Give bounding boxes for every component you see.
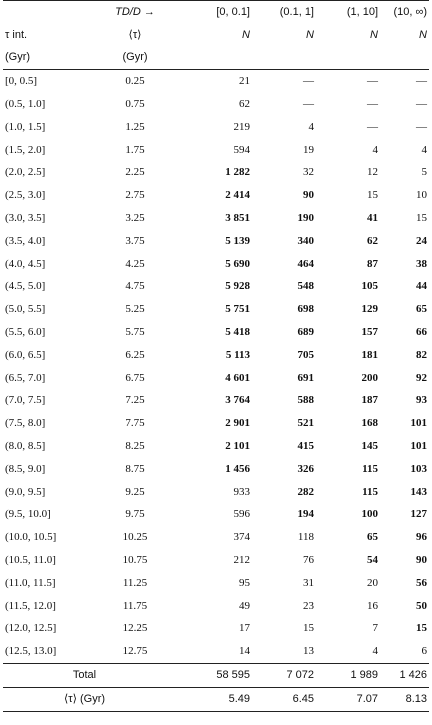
tau-interval-cell: (8.0, 8.5]: [5, 440, 46, 453]
mean-age-cell: 8.13: [380, 687, 429, 711]
mean-tau-cell: 3.75: [125, 234, 145, 247]
count-cell: 38: [416, 257, 427, 270]
count-cell: 6: [380, 640, 429, 663]
count-cell: —: [367, 75, 378, 88]
count-cell: 2 414: [225, 189, 250, 202]
count-cell: 5 928: [225, 280, 250, 293]
table-row: [3, 139, 429, 162]
mean-tau-cell: 6.75: [125, 371, 145, 384]
total-count-cell: 1 989: [316, 664, 380, 688]
count-cell: 115: [362, 462, 378, 475]
count-cell: 49: [239, 599, 250, 612]
mean-tau-cell: 0.75: [125, 98, 145, 111]
count-cell: 101: [410, 440, 427, 453]
count-cell: 17: [239, 622, 250, 635]
count-cell: 689: [297, 326, 314, 339]
tau-interval-cell: (2.0, 2.5]: [5, 166, 46, 179]
header-mean-tau: ⟨τ⟩: [128, 28, 142, 41]
count-cell: 129: [361, 303, 378, 316]
count-cell: 157: [361, 326, 378, 339]
header-cell: [252, 47, 316, 70]
table-row: [3, 253, 429, 276]
count-cell: 127: [410, 508, 427, 521]
total-count-cell: 7 072: [252, 664, 316, 688]
table-row: [3, 595, 429, 618]
mean-tau-cell: 2.75: [125, 189, 145, 202]
mean-tau-cell: 10.25: [122, 531, 148, 544]
count-cell: 1 456: [225, 462, 250, 475]
count-cell: 194: [297, 508, 314, 521]
mean-age-row: [3, 687, 429, 711]
count-cell: 65: [367, 531, 378, 544]
table-row: [3, 640, 429, 663]
tau-interval-cell: (11.5, 12.0]: [5, 599, 56, 612]
header-row-1: [3, 1, 429, 24]
count-cell: 105: [361, 280, 378, 293]
count-cell: 698: [297, 303, 314, 316]
table-row: [3, 412, 429, 435]
count-cell: 705: [297, 348, 314, 361]
count-cell: 96: [416, 531, 427, 544]
count-cell: 4 601: [225, 371, 250, 384]
count-cell: 933: [233, 485, 250, 498]
count-cell: 594: [233, 143, 250, 156]
count-cell: 4: [421, 143, 427, 156]
mean-tau-cell: 3.25: [125, 212, 145, 225]
mean-tau-cell: 4.75: [125, 280, 145, 293]
tau-interval-cell: (5.0, 5.5]: [5, 303, 46, 316]
mean-tau-cell: 4.25: [125, 257, 145, 270]
mean-tau-cell: 11.25: [122, 576, 148, 589]
count-cell: 5 751: [225, 303, 250, 316]
count-cell: 588: [297, 394, 314, 407]
table-row: [3, 116, 429, 139]
header-bin-3: (1, 10]: [316, 1, 380, 24]
count-cell: 32: [303, 166, 314, 179]
count-cell: —: [303, 75, 314, 88]
table-row: [3, 435, 429, 458]
count-cell: 187: [361, 394, 378, 407]
count-cell: 92: [416, 371, 427, 384]
count-cell: 16: [367, 599, 378, 612]
count-cell: 219: [233, 120, 250, 133]
mean-tau-cell: 1.25: [125, 120, 145, 133]
count-cell: 103: [410, 462, 427, 475]
header-cell: [380, 47, 429, 70]
table-row: [3, 230, 429, 253]
count-cell: 691: [297, 371, 314, 384]
table-row: [3, 344, 429, 367]
total-count-cell: 1 426: [380, 664, 429, 688]
count-cell: 82: [416, 348, 427, 361]
count-cell: 143: [410, 485, 427, 498]
count-cell: 145: [361, 440, 378, 453]
table-row: [3, 504, 429, 527]
total-label: Total: [3, 664, 166, 688]
count-cell: 15: [303, 622, 314, 635]
table-row: [3, 618, 429, 641]
count-cell: 87: [367, 257, 378, 270]
tau-interval-cell: (1.0, 1.5]: [5, 120, 46, 133]
count-cell: 374: [233, 531, 250, 544]
count-cell: 100: [361, 508, 378, 521]
table-row: [3, 526, 429, 549]
tau-interval-cell: (9.0, 9.5]: [5, 485, 46, 498]
count-cell: 95: [239, 576, 250, 589]
mean-tau-cell: 8.25: [125, 440, 145, 453]
count-cell: 54: [367, 554, 378, 567]
table-row: [3, 93, 429, 116]
count-cell: 21: [239, 75, 250, 88]
mean-tau-cell: 9.25: [125, 485, 145, 498]
table-row: [3, 70, 429, 93]
count-cell: 464: [297, 257, 314, 270]
count-cell: 15: [416, 212, 427, 225]
count-cell: 190: [297, 212, 314, 225]
count-cell: 76: [303, 554, 314, 567]
header-cell: [3, 1, 104, 24]
mean-tau-cell: 7.75: [125, 417, 145, 430]
count-cell: 15: [367, 189, 378, 202]
count-cell: 115: [362, 485, 378, 498]
count-cell: 12: [367, 166, 378, 179]
header-unit: (Gyr): [3, 47, 104, 70]
table-row: [3, 390, 429, 413]
header-cell: [166, 47, 252, 70]
header-tau-interval: τ int.: [5, 28, 28, 41]
tau-interval-cell: (4.0, 4.5]: [5, 257, 46, 270]
header-bin-2: (0.1, 1]: [252, 1, 316, 24]
total-count-cell: 58 595: [166, 664, 252, 688]
count-cell: 101: [410, 417, 427, 430]
table-row: [3, 276, 429, 299]
table-row: [3, 367, 429, 390]
mean-tau-cell: 7.25: [125, 394, 145, 407]
header-bin-4: (10, ∞): [380, 1, 429, 24]
header-unit: (Gyr): [104, 47, 166, 70]
count-cell: 4: [308, 120, 314, 133]
mean-tau-cell: 11.75: [122, 599, 148, 612]
tau-interval-cell: (6.0, 6.5]: [5, 348, 46, 361]
mean-age-cell: 7.07: [316, 687, 380, 711]
count-cell: 326: [297, 462, 314, 475]
count-cell: 50: [416, 599, 427, 612]
count-cell: 3 764: [225, 394, 250, 407]
mean-tau-cell: 12.75: [104, 640, 166, 663]
mean-tau-cell: 5.75: [125, 326, 145, 339]
mean-tau-cell: 0.25: [125, 75, 145, 88]
count-cell: 548: [297, 280, 314, 293]
table-row: [3, 184, 429, 207]
count-cell: 14: [166, 640, 252, 663]
count-cell: 23: [303, 599, 314, 612]
count-cell: 282: [297, 485, 314, 498]
count-cell: 1 282: [225, 166, 250, 179]
count-cell: 4: [316, 640, 380, 663]
count-cell: —: [367, 120, 378, 133]
count-cell: 24: [416, 234, 427, 247]
table-row: [3, 298, 429, 321]
table-row: [3, 321, 429, 344]
header-row-2: [3, 24, 429, 47]
count-cell: 340: [297, 234, 314, 247]
count-cell: 3 851: [225, 212, 250, 225]
table-row: [3, 481, 429, 504]
mean-tau-cell: 8.75: [125, 462, 145, 475]
mean-tau-cell: 10.75: [122, 554, 148, 567]
count-cell: 168: [361, 417, 378, 430]
header-n-2: N: [306, 28, 314, 41]
count-cell: 7: [372, 622, 378, 635]
mean-age-label: ⟨τ⟩ (Gyr): [3, 687, 166, 711]
tau-interval-cell: (12.5, 13.0]: [3, 640, 104, 663]
tau-interval-cell: (1.5, 2.0]: [5, 143, 46, 156]
count-cell: —: [303, 98, 314, 111]
table-row: [3, 162, 429, 185]
count-cell: —: [416, 75, 427, 88]
header-n-3: N: [370, 28, 378, 41]
count-cell: 4: [372, 143, 378, 156]
count-cell: 5 113: [225, 348, 250, 361]
count-cell: 10: [416, 189, 427, 202]
count-cell: 2 101: [225, 440, 250, 453]
header-cell: [316, 47, 380, 70]
mean-tau-cell: 5.25: [125, 303, 145, 316]
tau-interval-cell: (6.5, 7.0]: [5, 371, 46, 384]
count-cell: 62: [367, 234, 378, 247]
count-cell: 5 139: [225, 234, 250, 247]
tau-interval-cell: (9.5, 10.0]: [5, 508, 51, 521]
count-cell: 212: [233, 554, 250, 567]
count-cell: 5: [421, 166, 427, 179]
count-cell: 20: [367, 576, 378, 589]
count-cell: 44: [416, 280, 427, 293]
tau-interval-cell: (10.5, 11.0]: [5, 554, 56, 567]
count-cell: 118: [297, 531, 314, 544]
mean-tau-cell: 9.75: [125, 508, 145, 521]
tau-interval-cell: (10.0, 10.5]: [5, 531, 57, 544]
tau-interval-cell: (5.5, 6.0]: [5, 326, 46, 339]
count-cell: 596: [233, 508, 250, 521]
mean-age-cell: 6.45: [252, 687, 316, 711]
tau-interval-cell: (12.0, 12.5]: [5, 622, 57, 635]
count-cell: 5 418: [225, 326, 250, 339]
count-cell: 200: [361, 371, 378, 384]
tau-interval-cell: (11.0, 11.5]: [5, 576, 56, 589]
tau-interval-cell: (4.5, 5.0]: [5, 280, 46, 293]
count-cell: 93: [416, 394, 427, 407]
header-n-4: N: [419, 28, 427, 41]
table-row: [3, 207, 429, 230]
count-cell: 56: [416, 576, 427, 589]
count-cell: 19: [303, 143, 314, 156]
tau-interval-cell: (7.5, 8.0]: [5, 417, 46, 430]
count-cell: 66: [416, 326, 427, 339]
tau-interval-cell: (2.5, 3.0]: [5, 189, 46, 202]
tau-interval-cell: (3.5, 4.0]: [5, 234, 46, 247]
mean-tau-cell: 6.25: [125, 348, 145, 361]
count-cell: 521: [297, 417, 314, 430]
count-cell: 41: [367, 212, 378, 225]
age-distribution-table: [3, 0, 429, 712]
table-row: [3, 458, 429, 481]
count-cell: 15: [416, 622, 427, 635]
count-cell: —: [416, 120, 427, 133]
tau-interval-cell: (0.5, 1.0]: [5, 98, 46, 111]
table-row: [3, 549, 429, 572]
count-cell: 5 690: [225, 257, 250, 270]
tau-interval-cell: (8.5, 9.0]: [5, 462, 46, 475]
header-bin-1: [0, 0.1]: [166, 1, 252, 24]
mean-tau-cell: 12.25: [122, 622, 148, 635]
count-cell: 181: [361, 348, 378, 361]
table-row: [3, 572, 429, 595]
count-cell: 13: [252, 640, 316, 663]
count-cell: 90: [416, 554, 427, 567]
header-n-1: N: [242, 28, 250, 41]
count-cell: 90: [303, 189, 314, 202]
mean-age-cell: 5.49: [166, 687, 252, 711]
count-cell: —: [416, 98, 427, 111]
header-td-ratio: TD/D →: [104, 1, 166, 24]
count-cell: 2 901: [225, 417, 250, 430]
tau-interval-cell: (7.0, 7.5]: [5, 394, 46, 407]
header-row-3: [3, 47, 429, 70]
count-cell: 62: [239, 98, 250, 111]
count-cell: 31: [303, 576, 314, 589]
count-cell: —: [367, 98, 378, 111]
mean-tau-cell: 2.25: [125, 166, 145, 179]
mean-tau-cell: 1.75: [125, 143, 145, 156]
tau-interval-cell: (3.0, 3.5]: [5, 212, 46, 225]
count-cell: 65: [416, 303, 427, 316]
tau-interval-cell: [0, 0.5]: [5, 75, 38, 88]
count-cell: 415: [297, 440, 314, 453]
total-row: [3, 664, 429, 688]
